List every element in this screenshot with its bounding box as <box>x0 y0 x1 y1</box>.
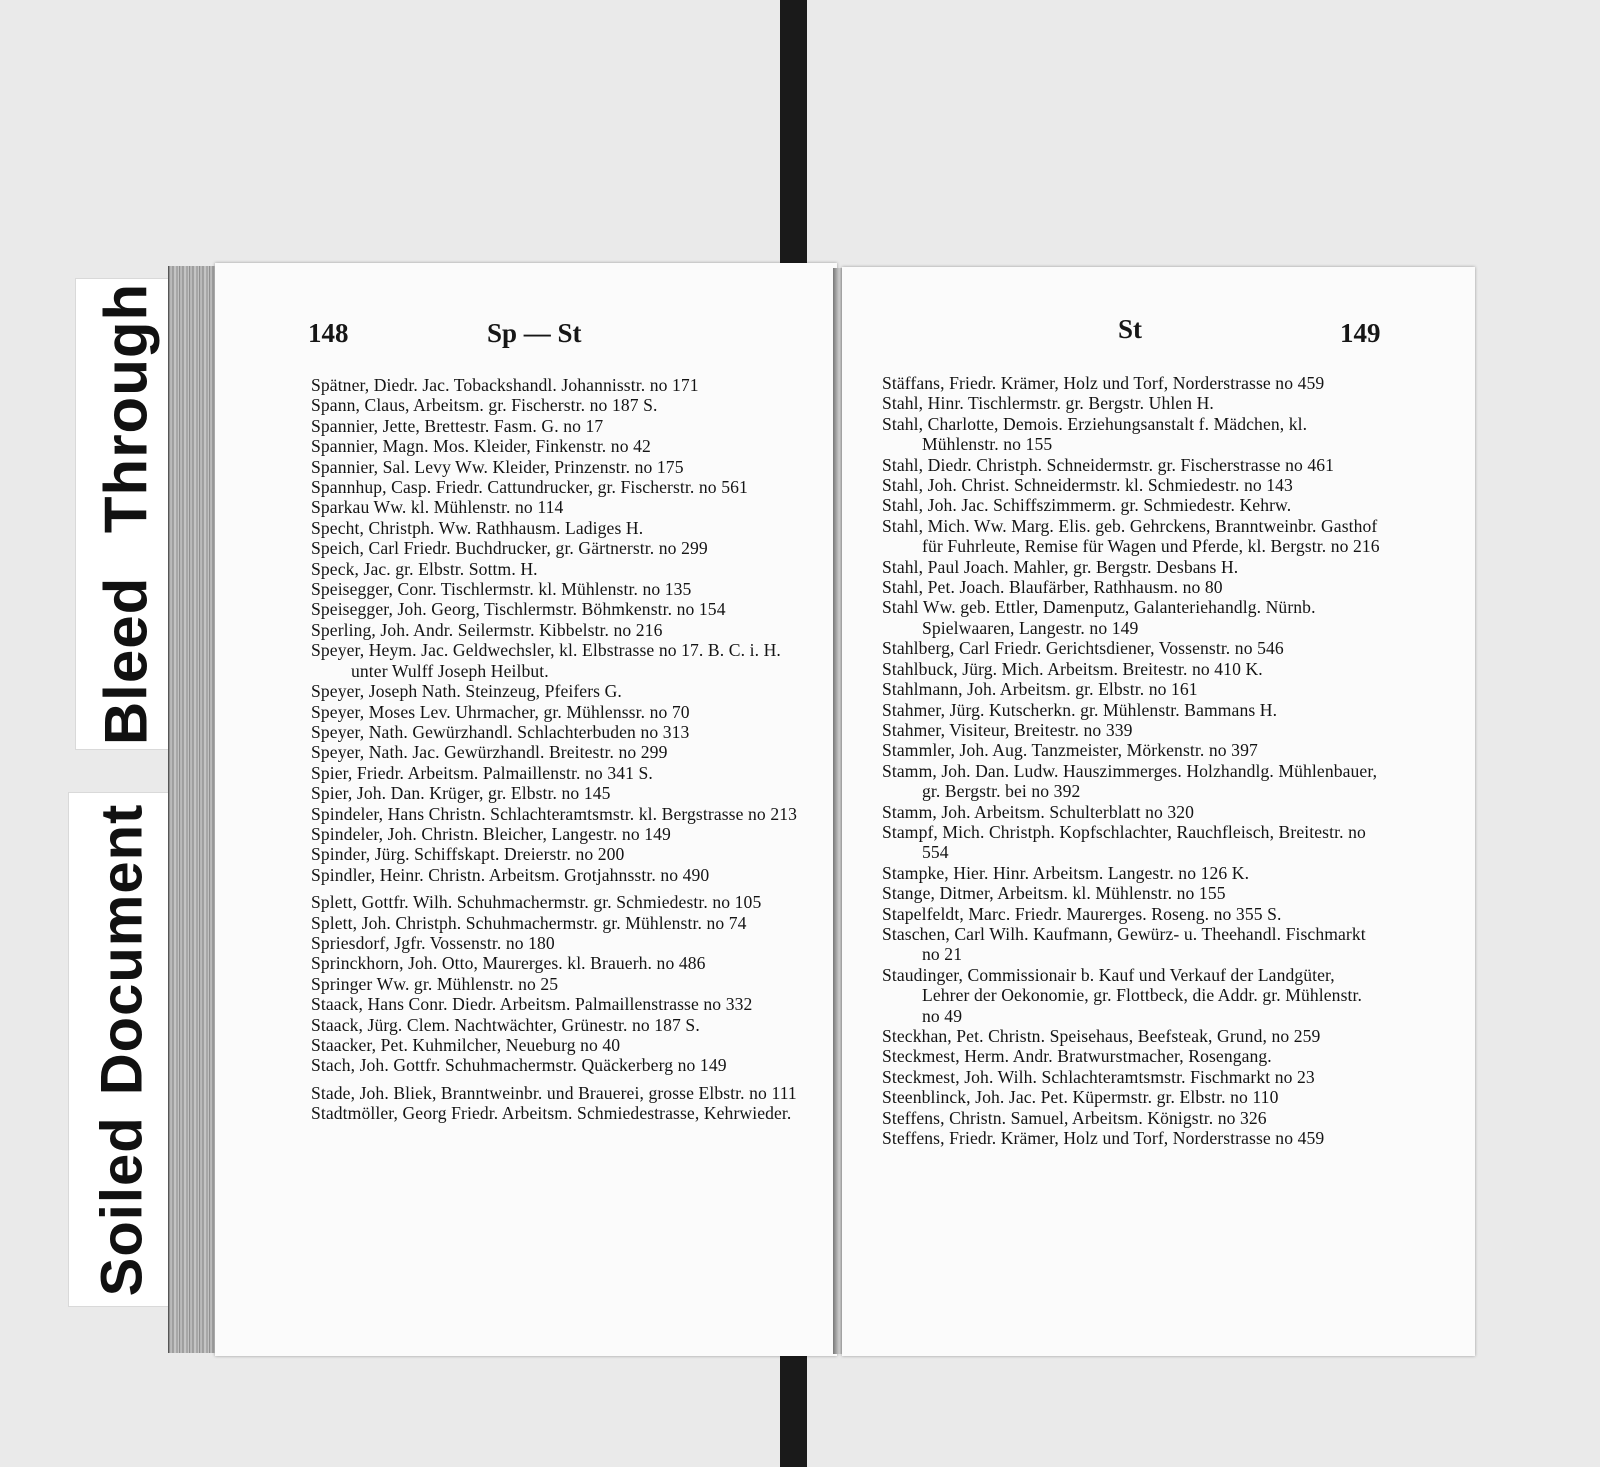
directory-entry: Stahmer, Visiteur, Breitestr. no 339 <box>882 719 1133 740</box>
directory-entry: Steckmest, Joh. Wilh. Schlachteramtsmstr. Fischmarkt no 23 <box>882 1066 1315 1087</box>
soiled-document-tab <box>68 792 176 1307</box>
right-entry-list <box>882 373 1382 1148</box>
directory-entry: Stahl, Diedr. Christph. Schneidermstr. gr. Fischerstrasse no 461 <box>882 454 1335 475</box>
directory-entry: Specht, Christph. Ww. Rathhausm. Ladiges H. <box>311 517 644 538</box>
directory-entry: Stahl, Joh. Jac. Schiffszimmerm. gr. Schmiedestr. Kehrw. <box>882 495 1292 516</box>
directory-entry: Speisegger, Conr. Tischlermstr. kl. Mühlenstr. no 135 <box>311 579 692 600</box>
directory-entry: Spann, Claus, Arbeitsm. gr. Fischerstr. no 187 S. <box>311 395 658 416</box>
binding-strip-bottom <box>780 1350 807 1467</box>
directory-entry: Stamm, Joh. Arbeitsm. Schulterblatt no 320 <box>882 801 1195 822</box>
directory-entry: Stade, Joh. Bliek, Branntweinbr. und Brauerei, grosse Elbstr. no 111 <box>311 1082 797 1103</box>
directory-entry: Stahl, Mich. Ww. Marg. Elis. geb. Gehrckens, Branntweinbr. Gasthof für Fuhrleute, Remise für Wagen und Pferde, kl. Bergstr. no 216 <box>882 515 1380 557</box>
directory-entry: Stammler, Joh. Aug. Tanzmeister, Mörkenstr. no 397 <box>882 740 1258 761</box>
spacer <box>311 885 801 892</box>
directory-entry: Sparkau Ww. kl. Mühlenstr. no 114 <box>311 497 564 518</box>
directory-entry: Spinder, Jürg. Schiffskapt. Dreierstr. no 200 <box>311 844 625 865</box>
directory-entry: Speyer, Nath. Gewürzhandl. Schlachterbuden no 313 <box>311 721 690 742</box>
directory-entry: Stahl Ww. geb. Ettler, Damenputz, Galanteriehandlg. Nürnb. Spielwaaren, Langestr. no 149 <box>882 597 1316 638</box>
directory-entry: Stahl, Paul Joach. Mahler, gr. Bergstr. Desbans H. <box>882 556 1239 577</box>
directory-entry: Staack, Jürg. Clem. Nachtwächter, Grünestr. no 187 S. <box>311 1014 700 1035</box>
directory-entry: Speck, Jac. gr. Elbstr. Sottm. H. <box>311 558 538 579</box>
directory-entry: Stampke, Hier. Hinr. Arbeitsm. Langestr. no 126 K. <box>882 862 1250 883</box>
directory-entry: Speich, Carl Friedr. Buchdrucker, gr. Gärtnerstr. no 299 <box>311 538 708 559</box>
right-page <box>842 267 1475 1356</box>
directory-entry: Splett, Gottfr. Wilh. Schuhmachermstr. gr. Schmiedestr. no 105 <box>311 892 762 913</box>
directory-entry: Spannhup, Casp. Friedr. Cattundrucker, gr. Fischerstr. no 561 <box>311 477 748 498</box>
bleed-through-tab <box>75 278 177 750</box>
directory-entry: Stahl, Charlotte, Demois. Erziehungsanstalt f. Mädchen, kl. Mühlenstr. no 155 <box>882 413 1308 455</box>
directory-entry: Speyer, Nath. Jac. Gewürzhandl. Breitestr. no 299 <box>311 742 668 763</box>
directory-entry: Spriesdorf, Jgfr. Vossenstr. no 180 <box>311 932 555 953</box>
directory-entry: Sprinckhorn, Joh. Otto, Maurerges. kl. Brauerh. no 486 <box>311 953 706 974</box>
directory-entry: Speyer, Joseph Nath. Steinzeug, Pfeifers G. <box>311 681 622 702</box>
left-page-number: 148 <box>308 318 349 348</box>
left-entry-list <box>311 375 801 1124</box>
left-page-header: Sp — St <box>487 318 582 348</box>
left-page <box>215 263 837 1356</box>
right-page-header: St <box>1118 314 1143 344</box>
bleed-through-label: Bleed Through <box>92 282 160 746</box>
directory-entry: Stäffans, Friedr. Krämer, Holz und Torf, Norderstrasse no 459 <box>882 373 1325 393</box>
right-page-number: 149 <box>1340 318 1381 348</box>
directory-entry: Steckmest, Herm. Andr. Bratwurstmacher, Rosengang. <box>882 1046 1272 1067</box>
directory-entry: Spannier, Jette, Brettestr. Fasm. G. no 17 <box>311 415 604 436</box>
directory-entry: Steffens, Friedr. Krämer, Holz und Torf, Norderstrasse no 459 <box>882 1128 1325 1149</box>
directory-entry: Stach, Joh. Gottfr. Schuhmachermstr. Quäckerberg no 149 <box>311 1055 727 1076</box>
directory-entry: Stahlbuck, Jürg. Mich. Arbeitsm. Breitestr. no 410 K. <box>882 658 1263 679</box>
directory-entry: Spannier, Sal. Levy Ww. Kleider, Prinzenstr. no 175 <box>311 456 684 477</box>
directory-entry: Stange, Ditmer, Arbeitsm. kl. Mühlenstr. no 155 <box>882 883 1226 904</box>
directory-entry: Steenblinck, Joh. Jac. Pet. Küpermstr. gr. Elbstr. no 110 <box>882 1087 1279 1108</box>
directory-entry: Speyer, Heym. Jac. Geldwechsler, kl. Elbstrasse no 17. B. C. i. H. unter Wulff Joseph Heilbut. <box>311 640 781 681</box>
directory-entry: Stahmer, Jürg. Kutscherkn. gr. Mühlenstr. Bammans H. <box>882 699 1278 720</box>
directory-entry: Steckhan, Pet. Christn. Speisehaus, Beefsteak, Grund, no 259 <box>882 1026 1321 1046</box>
directory-entry: Spindler, Heinr. Christn. Arbeitsm. Grotjahnsstr. no 490 <box>311 864 710 885</box>
directory-entry: Stahlmann, Joh. Arbeitsm. gr. Elbstr. no 161 <box>882 679 1198 700</box>
directory-entry: Spier, Joh. Dan. Krüger, gr. Elbstr. no 145 <box>311 783 611 804</box>
directory-entry: Speyer, Moses Lev. Uhrmacher, gr. Mühlenssr. no 70 <box>311 701 690 722</box>
directory-entry: Spindeler, Joh. Christn. Bleicher, Langestr. no 149 <box>311 823 671 844</box>
directory-entry: Splett, Joh. Christph. Schuhmachermstr. gr. Mühlenstr. no 74 <box>311 912 747 933</box>
directory-entry: Sperling, Joh. Andr. Seilermstr. Kibbelstr. no 216 <box>311 619 663 640</box>
spacer <box>311 1076 801 1083</box>
directory-entry: Staschen, Carl Wilh. Kaufmann, Gewürz- u. Theehandl. Fischmarkt no 21 <box>882 923 1366 965</box>
directory-entry: Spätner, Diedr. Jac. Tobackshandl. Johannisstr. no 171 <box>311 375 699 395</box>
binding-strip-top <box>780 0 807 280</box>
directory-entry: Spindeler, Hans Christn. Schlachteramtsmstr. kl. Bergstrasse no 213 <box>311 803 798 824</box>
directory-entry: Stahlberg, Carl Friedr. Gerichtsdiener, Vossenstr. no 546 <box>882 638 1284 659</box>
directory-entry: Stamm, Joh. Dan. Ludw. Hauszimmerges. Holzhandlg. Mühlenbauer, gr. Bergstr. bei no 392 <box>882 760 1378 802</box>
directory-entry: Springer Ww. gr. Mühlenstr. no 25 <box>311 973 559 994</box>
directory-entry: Stahl, Hinr. Tischlermstr. gr. Bergstr. Uhlen H. <box>882 393 1214 414</box>
directory-entry: Stadtmöller, Georg Friedr. Arbeitsm. Schmiedestrasse, Kehrwieder. <box>311 1103 792 1124</box>
directory-entry: Staacker, Pet. Kuhmilcher, Neueburg no 40 <box>311 1035 621 1055</box>
soiled-document-label: Soiled Document <box>89 803 155 1296</box>
directory-entry: Staudinger, Commissionair b. Kauf und Verkauf der Landgüter, Lehrer der Oekonomie, gr. Flottbeck, die Addr. gr. Mühlenstr. no 49 <box>882 964 1362 1026</box>
directory-entry: Staack, Hans Conr. Diedr. Arbeitsm. Palmaillenstrasse no 332 <box>311 994 753 1015</box>
directory-entry: Stapelfeldt, Marc. Friedr. Maurerges. Roseng. no 355 S. <box>882 903 1282 924</box>
directory-entry: Spannier, Magn. Mos. Kleider, Finkenstr. no 42 <box>311 436 651 457</box>
directory-entry: Stampf, Mich. Christph. Kopfschlachter, Rauchfleisch, Breitestr. no 554 <box>882 821 1366 863</box>
directory-entry: Spier, Friedr. Arbeitsm. Palmaillenstr. no 341 S. <box>311 762 653 783</box>
directory-entry: Speisegger, Joh. Georg, Tischlermstr. Böhmkenstr. no 154 <box>311 599 726 620</box>
directory-entry: Stahl, Joh. Christ. Schneidermstr. kl. Schmiedestr. no 143 <box>882 475 1293 496</box>
directory-entry: Steffens, Christn. Samuel, Arbeitsm. Königstr. no 326 <box>882 1107 1267 1128</box>
directory-entry: Stahl, Pet. Joach. Blaufärber, Rathhausm. no 80 <box>882 577 1223 598</box>
